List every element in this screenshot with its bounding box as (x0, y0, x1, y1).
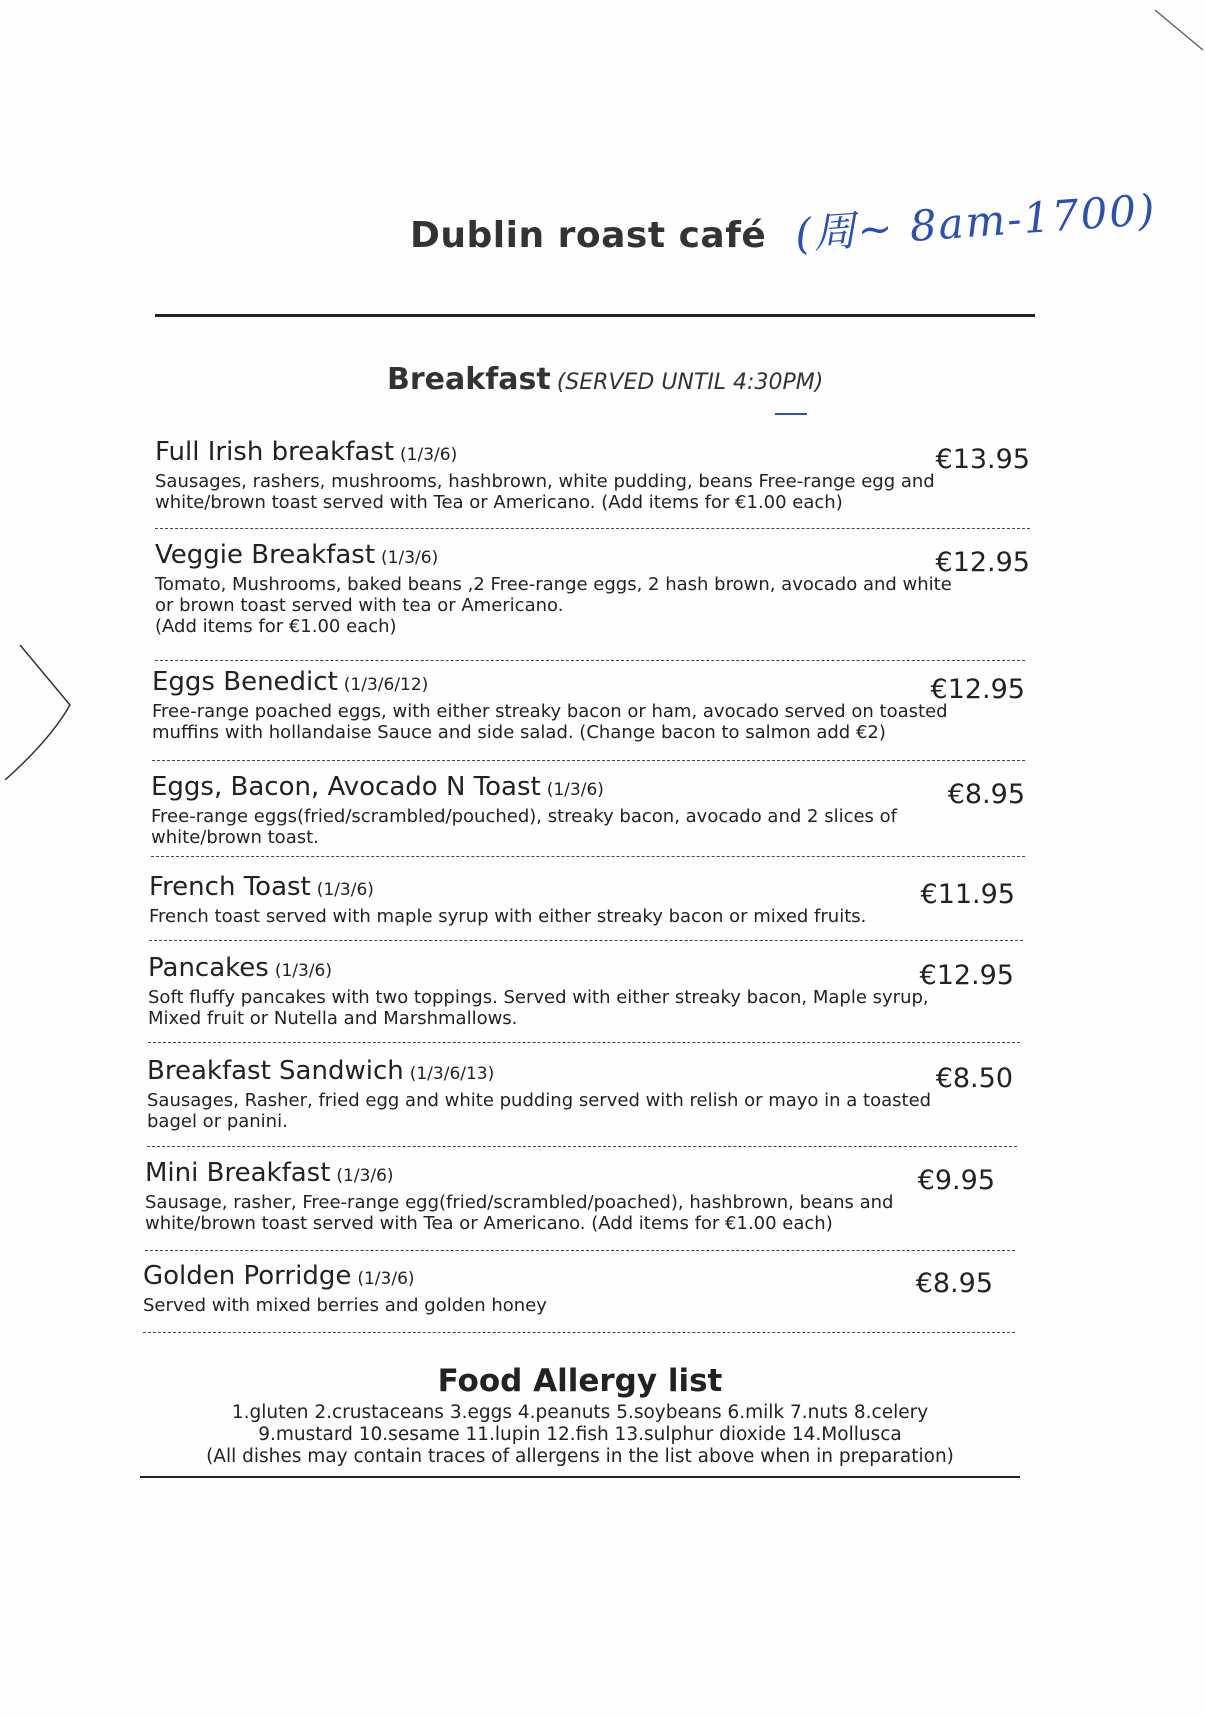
item-name: Eggs Benedict (1/3/6/12) (152, 667, 429, 697)
item-allergens: (1/3/6) (357, 1269, 415, 1289)
item-allergens: (1/3/6) (274, 961, 332, 981)
item-separator (155, 660, 1025, 661)
item-name: French Toast (1/3/6) (149, 872, 374, 902)
margin-pen-mark (0, 630, 80, 780)
item-separator (149, 940, 1023, 941)
menu-item-pancakes (148, 951, 1014, 1047)
section-title: Breakfast (387, 362, 551, 397)
menu-item-eggs-benedict (152, 665, 1025, 761)
item-price: €8.50 (935, 1063, 1013, 1094)
item-allergens: (1/3/6/12) (343, 675, 429, 695)
corner-scribble-mark (1145, 0, 1205, 60)
section-heading (387, 362, 823, 397)
item-description: Soft fluffy pancakes with two toppings. Served with either streaky bacon, Maple syrup, Mixed fruit or Nutella and Marshmallows. (148, 987, 929, 1029)
item-description: Free-range poached eggs, with either streaky bacon or ham, avocado served on toasted muffins with hollandaise Sauce and side salad. (Change bacon to salmon add €2) (152, 701, 948, 743)
item-separator (155, 528, 1030, 529)
item-price: €11.95 (920, 879, 1015, 910)
item-name: Veggie Breakfast (1/3/6) (155, 540, 439, 570)
menu-item-veggie-breakfast (155, 538, 1030, 637)
item-separator (147, 1146, 1017, 1147)
menu-item-breakfast-sandwich (147, 1054, 1013, 1150)
item-allergens: (1/3/6) (546, 780, 604, 800)
item-separator (148, 1042, 1020, 1043)
item-price: €12.95 (930, 674, 1025, 705)
handwritten-hours-note: (周~ 8am-1700) (793, 184, 1158, 259)
item-description: Free-range eggs(fried/scrambled/pouched), streaky bacon, avocado and 2 slices of white/brown toast. (151, 806, 897, 848)
item-separator (151, 856, 1025, 857)
allergy-list-title: Food Allergy list (437, 1363, 723, 1399)
pen-underline-mark (775, 413, 807, 415)
menu-item-full-irish-breakfast (155, 435, 1030, 531)
allergy-line: 9.mustard 10.sesame 11.lupin 12.fish 13.sulphur dioxide 14.Mollusca (258, 1424, 902, 1445)
item-description: Tomato, Mushrooms, baked beans ,2 Free-range eggs, 2 hash brown, avocado and white or brown toast served with tea or Americano. (Add items for €1.00 each) (155, 574, 952, 637)
item-separator (145, 1250, 1015, 1251)
item-price: €13.95 (935, 444, 1030, 475)
title-divider (155, 314, 1035, 317)
item-description: Sausages, rashers, mushrooms, hashbrown, white pudding, beans Free-range egg and white/brown toast served with Tea or Americano. (Add items for €1.00 each) (155, 471, 935, 513)
item-allergens: (1/3/6) (400, 445, 458, 465)
allergy-disclaimer: (All dishes may contain traces of allergens in the list above when in preparation) (206, 1446, 954, 1467)
menu-item-golden-porridge (143, 1259, 993, 1355)
item-name: Mini Breakfast (1/3/6) (145, 1158, 394, 1188)
item-separator (143, 1332, 1015, 1333)
item-description: Sausages, Rasher, fried egg and white pudding served with relish or mayo in a toasted bagel or panini. (147, 1090, 932, 1132)
item-allergens: (1/3/6) (381, 548, 439, 568)
item-allergens: (1/3/6/13) (409, 1064, 495, 1084)
menu-item-mini-breakfast (145, 1156, 1020, 1252)
cafe-title: Dublin roast café (410, 215, 767, 256)
item-description: French toast served with maple syrup with either streaky bacon or mixed fruits. (149, 906, 867, 927)
allergy-line: 1.gluten 2.crustaceans 3.eggs 4.peanuts 5.soybeans 6.milk 7.nuts 8.celery (231, 1402, 929, 1423)
item-name: Golden Porridge (1/3/6) (143, 1261, 415, 1291)
item-name: Full Irish breakfast (1/3/6) (155, 437, 458, 467)
item-description: Sausage, rasher, Free-range egg(fried/scrambled/poached), hashbrown, beans and white/brown toast served with Tea or Americano. (Add items for €1.00 each) (145, 1192, 894, 1234)
item-price: €8.95 (947, 779, 1025, 810)
item-price: €12.95 (919, 960, 1014, 991)
menu-item-eggs-bacon-avocado-toast (151, 770, 1025, 866)
item-price: €9.95 (917, 1165, 995, 1196)
item-allergens: (1/3/6) (336, 1166, 394, 1186)
item-description: Served with mixed berries and golden honey (143, 1295, 547, 1316)
allergy-list (0, 1402, 1160, 1468)
section-serving-note: (SERVED UNTIL 4:30PM) (556, 370, 824, 395)
item-price: €8.95 (915, 1268, 993, 1299)
item-allergens: (1/3/6) (316, 880, 374, 900)
item-name: Breakfast Sandwich (1/3/6/13) (147, 1056, 495, 1086)
item-separator (152, 760, 1025, 761)
allergy-underline (140, 1476, 1020, 1478)
item-name: Eggs, Bacon, Avocado N Toast (1/3/6) (151, 772, 604, 802)
item-name: Pancakes (1/3/6) (148, 953, 332, 983)
item-price: €12.95 (935, 547, 1030, 578)
